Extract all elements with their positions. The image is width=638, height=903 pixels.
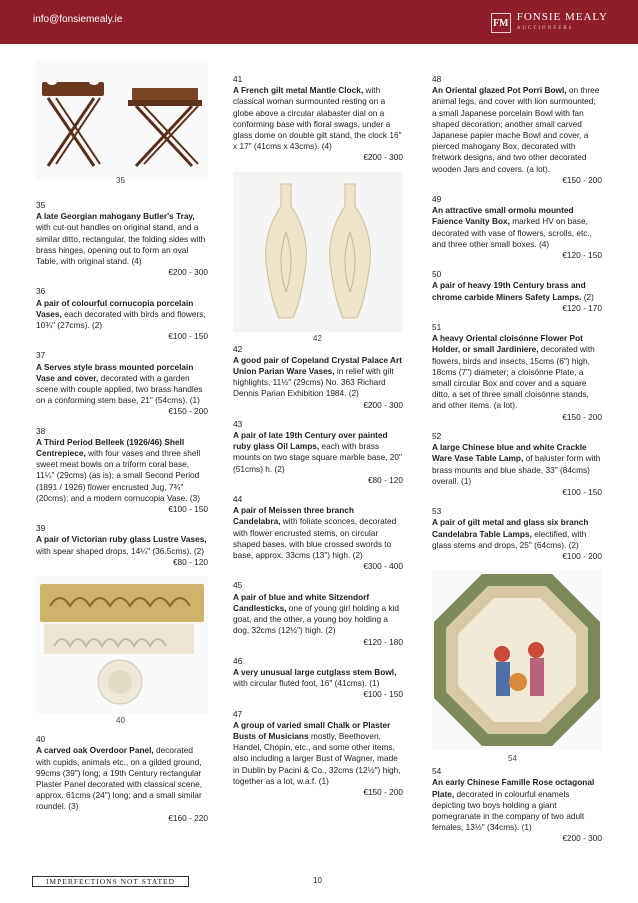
lot-52 [432,431,602,498]
lot-53 [432,506,602,562]
lot-number: 39 [36,523,46,534]
column-middle [233,60,403,806]
lot-number: 37 [36,350,46,361]
lot-title: A pair of heavy 19th Century brass and chrome carbide Miners Safety Lamps. [432,280,586,302]
lot-estimate: €200 - 300 [363,152,403,163]
lot-description: marked HV on base, decorated with vase of flowers, scrolls, etc., and three other small boxes. (4) [432,216,593,249]
lot-description: each with brass mounts on two stage square marble base, 20" (51cms) h. (2) [233,441,402,474]
lot-number: 46 [233,655,243,666]
logo-name-text: FONSIE MEALY [516,11,608,23]
lot-38 [36,426,208,516]
lot-description: electified, with glass stems and drops, 25" (64cms). (2) [432,528,587,550]
column-left [36,60,208,832]
lot-title: A Third Period Belleek (1926/46) Shell Centrepiece, [36,436,185,459]
lot-43 [233,419,403,486]
column-right [432,60,602,853]
lot-title: A pair of gilt metal and glass six branch Candelabra Table Lamps, [432,517,589,539]
butlers-tray-image [36,60,208,180]
lot-36 [36,286,208,342]
lot-description: decorated with a garden scene with couple applied, two brass handles on a conforming stem base, 21" (54cms). (1) [36,372,203,406]
lot-number: 43 [233,418,243,429]
lot-title: A pair of Victorian ruby glass Lustre Vases, [36,534,207,545]
lot-39 [36,523,208,568]
lot-estimate: €200 - 300 [168,267,208,278]
lot-description: in relief with gilt highlights, 11½" (29cms) No. 363 Richard Dennis Parian Exhibition 1984. (2) [233,366,394,399]
parian-vases-image [233,172,403,332]
lot-estimate: €150 - 200 [168,406,208,417]
lot-estimate: €120 - 170 [562,302,602,313]
lot-title: An attractive small ormolu mounted Faience Vanity Box, [432,205,574,227]
lot-description: with circular fluted foot, 16" (41cms). (1) [233,678,380,689]
lot-estimate: €160 - 220 [168,812,208,823]
lot-estimate: €150 - 200 [363,786,403,797]
lot-description: (2) [581,291,594,302]
contact-email[interactable]: info@fonsiemealy.ie [33,14,123,25]
logo-name [517,11,608,35]
lot-description: with cut-out handles on original stand, and a similar ditto, rectangular, the folding sides with brass hinges, opening out to form an oval Table, with original stand. (4) [36,222,206,267]
lot-title: A Serves style brass mounted porcelain Vase and cover, [36,361,194,383]
lot-description: each decorated with birds and flowers, 10¾" (27cms). (2) [36,308,206,331]
lot-44 [233,494,403,572]
lot-estimate: €120 - 150 [562,250,602,261]
brand-logo [491,10,608,36]
lot-number: 38 [36,425,46,436]
logo-subtitle: AUCTIONEERS [516,26,574,31]
lot-number: 53 [432,506,442,517]
lot-title: A heavy Oriental cloisónne Flower Pot Holder, or small Jardiniere, [432,333,583,355]
lot-description: one of young girl holding a kid goat, and the other, a young boy holding a dog, 32cms (12½") high. (2) [233,602,400,636]
famille-rose-plate-image [432,570,602,750]
lot-title: A late Georgian mahogany Butler's Tray, [36,211,195,222]
lot-40 [36,734,208,824]
page-number: 10 [313,876,322,885]
lot-number: 49 [432,194,442,205]
photo-caption: 35 [116,176,125,185]
lot-number: 47 [233,708,243,719]
lot-42 [233,344,403,411]
lot-title: A pair of blue and white Sitzendorf Candlesticks, [233,591,370,613]
photo-lot-54 [432,570,602,766]
lot-number: 42 [233,343,243,354]
lot-number: 40 [36,734,46,745]
lot-title: A carved oak Overdoor Panel, [36,745,154,756]
lot-54 [432,766,602,844]
lot-title: A pair of Meissen three branch Candelabra, [233,505,354,527]
lot-estimate: €200 - 300 [562,833,602,844]
lot-47 [233,709,403,799]
lot-number: 45 [233,580,243,591]
lot-number: 51 [432,322,442,333]
lot-estimate: €200 - 300 [363,399,403,410]
lot-estimate: €150 - 200 [562,174,602,185]
photo-lot-35 [36,60,208,192]
lot-41 [233,74,403,164]
lot-description: of baluster form with brass mounts and blue shade, 33" (84cms) overall. (1) [432,453,601,486]
overdoor-panel-image [36,576,208,714]
lot-title: A very unusual large cutglass stem Bowl, [233,666,397,677]
lot-title: A pair of colourful cornucopia porcelain Vases, [36,297,194,319]
lot-description: mostly, Beethoven, Handel, Chopin, etc., and some other items, also including a larger Bust of Wagner, made in Dublin by Pacini & Co., 32cms (12½") high, together as a lot, w.a.f. (1) [233,730,401,786]
lot-number: 48 [432,74,442,84]
lot-description: with spear shaped drops, 14¼" (36.5cms). (2) [36,545,205,556]
photo-caption: 54 [508,754,517,764]
photo-lot-40 [36,576,208,726]
lot-number: 50 [432,269,442,280]
lot-46 [233,656,403,701]
lot-number: 54 [432,766,442,777]
lot-number: 41 [233,74,243,84]
lot-35 [36,200,208,278]
lot-number: 35 [36,200,46,210]
lot-49 [432,194,602,261]
lot-number: 52 [432,430,442,441]
lot-title: A large Chinese blue and white Crackle Ware Vase Table Lamp, [432,442,587,464]
lot-title: A group of varied small Chalk or Plaster Busts of Musicians [233,719,391,741]
lot-title: An Oriental glazed Pot Porri Bowl, [432,85,567,96]
lot-description: with four vases and three shell sweet meat bowls on a triform coral base, 11¼" (29cms) (as is); a small Second Period (1891 / 1926) flower encrusted Jug, 7¾" (20cms); and a modern cornucopia Vase. (3) [36,448,201,503]
page-header [0,0,638,44]
photo-lot-42 [233,172,403,344]
lot-number: 36 [36,286,46,297]
lot-title: A good pair of Copeland Crystal Palace Art Union Parian Ware Vases, [233,354,403,377]
lot-estimate: €300 - 400 [363,561,403,572]
lot-45 [233,580,403,647]
lot-description: decorated in colourful enamels depicting two boys holding a giant pomegranate in the company of two adult females, 13½" (34cms). (1) [432,788,585,833]
lot-number: 44 [233,494,243,505]
lot-description: decorated with cupids, animals etc., on a gilded ground, 99cms (39") long; a 19th Century rectangular Plaster Panel decorated with classical scene, approx. 61cms (24") long; and a small similar roundel. (3) [36,745,203,812]
lot-estimate: €100 - 150 [562,486,602,497]
photo-caption: 42 [313,333,322,343]
lot-51 [432,322,602,423]
lot-description: on three animal legs, and cover with lion surmounted; a small Japanese porcelain Bowl with fan shaped decoration; another small carved Japanese papier mache Bowl and cover, a pierced mahogany Box, decorated with fretwork designs, and two other decorated wooden Jars and covers. (a lot). [432,85,600,174]
lot-title: A French gilt metal Mantle Clock, [233,85,364,96]
lot-estimate: €120 - 180 [363,636,403,647]
lot-estimate: €100 - 200 [562,550,602,561]
lot-37 [36,350,208,417]
lot-48 [432,74,602,186]
lot-title: A pair of late 19th Century over painted ruby glass Oil Lamps, [233,430,388,452]
lot-title: An early Chinese Famille Rose octagonal Plate, [432,777,595,799]
lot-description: with foliate sconces, decorated with flower encrusted stems, on circular shaped bases, with blue crossed swords to base, approx. 33cms (13") high. (2) [233,516,397,561]
lot-50 [432,269,602,314]
lot-estimate: €150 - 200 [562,411,602,422]
lot-estimate: €100 - 150 [363,689,403,700]
lot-estimate: €100 - 150 [168,331,208,342]
logo-mark-icon: FM [491,13,511,33]
photo-caption: 40 [116,716,125,726]
lot-estimate: €80 - 120 [172,556,208,567]
lot-description: decorated with flowers, birds and insects, 15cms (6") high, 18cms (7") diameter; a cloisónne Plate, a small circular Box and cover and a square ditto, a set of three small cloisónne stands, and other items. (a lot). [432,344,595,411]
lot-description: with classical woman surmounted resting on a globe above a circular alabaster dial on a conforming base with floral swags, under a glass dome on double gilt stand, the clock 16" x 17" (41cms x 43cms). (4) [233,85,402,152]
lot-estimate: €80 - 120 [367,474,403,485]
lot-estimate: €100 - 150 [168,504,208,515]
imperfections-notice: IMPERFECTIONS NOT STATED [32,876,189,887]
